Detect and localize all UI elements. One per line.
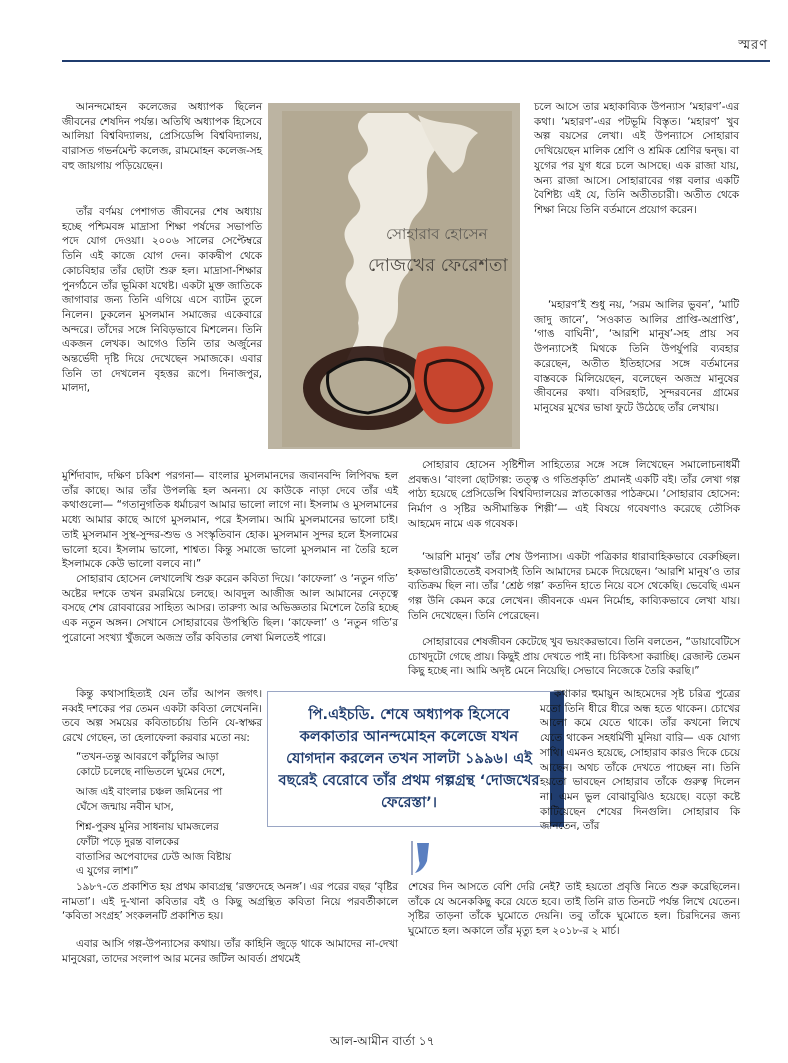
header-rule [62, 60, 770, 62]
poem-line: বাতাসির অপেবাদের ঢেউ আজ বিষ্টায় [76, 850, 232, 863]
poem-line: শিশ্ন-পুরুষ মুনির সাধনায় ঘামজলের [76, 821, 219, 834]
poem-block [76, 750, 266, 879]
right-wide-para-3: সোহারাবের শেষজীবন কেটেছে খুব ভয়ংকরভাবে। তিনি বলতেন, “ডায়াবেটিসে চোখদুটো গেছে প্রায়। কিছুই প্রায় দেখতে পাই না। চিকিৎসা করাচ্ছি। রেজাল্ট তেমন কিছু হচ্ছে না। আমি অদৃষ্ট মেনে নিয়েছি। সেভাবে নিজেকে তৈরি করছি।” [408, 636, 740, 678]
poem-line: ফোঁটা পড়ে দুরন্ত বালকের [76, 835, 180, 848]
mid-para-2: সোহারাব হোসেন লেখালেখি শুরু করেন কবিতা দিয়ে। ‘কাফেলা’ ও ‘নতুন গতি’ অষ্টের দশকে তখন রমরমিয়ে চলছে। আবদুল আজীজ আল আমানের নেতৃত্বে বসছে শেষ রোববারের সাহিত্য আসর। তারুণ্য আর অভিজ্ঞতার মিশেলে তৈরি হচ্ছে এক নতুন অঙ্গন। সেখানে সোহারাবের উপস্থিতি ছিল। ‘কাফেলা’ ও ‘নতুন গতি’র পুরোনো সংখ্যা খুঁজলে অজস্র তাঁর কবিতার লেখা মিলতেই পারে। [62, 573, 398, 644]
left-low-para: কিন্তু কথাসাহিত্যই যেন তাঁর আপন জগৎ। নব্বই দশকের পর তেমন একটা কবিতা লেখেননি। তবে অল্প সময়ের কবিতাচর্চায় তিনি যে-স্বাক্ষর রেখে গেছেন, তা হেলাফেলা করবার মতো নয়: [62, 688, 262, 745]
pull-quote: পি.এইচডি. শেষে অধ্যাপক হিসেবে কলকাতার আনন্দমোহন কলেজে যখন যোগদান করলেন তখন সালটা ১৯৯৬। এই বছরেই বেরোবে তাঁর প্রথম গল্পগ্রন্থ ‘দোজখের ফেরেস্তা’। [267, 691, 564, 827]
left-para-2: তাঁর বর্ণময় পেশাগত জীবনের শেষ অধ্যায় হচ্ছে পশ্চিমবঙ্গ মাদ্রাসা শিক্ষা পর্ষদের সভাপতি পদে যোগ দেওয়া। ২০০৬ সালের সেপ্টেম্বরে তিনি এই কাজে যোগ দেন। কাকদ্বীপ থেকে কোচবিহার তাঁর ছোটা শুরু হল। মাদ্রাসা-শিক্ষার পুনর্গঠনে তাঁর ভূমিকা যথেষ্ট। একটা মুক্ত জাতিকে জাগাবার জন্য তিনি এগিয়ে এসে ব্যাটন তুলে নিলেন। ঢুকলেন মুসলমান সমাজের একেবারে অন্দরে। তাঁদের সঙ্গে নিবিড়ভাবে মিশলেন। তিনি একজন লেখক। আগেও তিনি তার অর্জুনের অন্তর্ভেদী দৃষ্টি দিয়ে দেখেছেন সমাজকে। এবার তিনি তা দেখলেন বৃহত্তর রূপে। দিনাজপুর, মালদা, [62, 206, 262, 395]
poem-line: “তখন-তন্তু আবরণে কাঁচুলির আড়া [76, 751, 219, 763]
right-para-1: চলে আসে তার মহাকাব্যিক উপন্যাস ‘মহারণ’-এর কথা। ‘মহারণ’-এর পটভূমি বিস্তৃত। ‘মহারণ’ খুব অল্প বয়সের লেখা। এই উপন্যাসে সোহারাব দেখিয়েছেন মালিক শ্রেণি ও শ্রমিক শ্রেণির দ্বন্দ্ব। বা যুগের পর যুগ ধরে চলে আসছে। এক রাজা যায়, অন্য রাজা আসে। সোহারাবের গল্প বলার একটি বৈশিষ্ট্য এই যে, তিনি অতীতচারী। অতীত থেকে শিক্ষা নিয়ে তিনি বর্তমানে প্রয়োগ করেন। [534, 101, 739, 216]
poem-line: ঘেঁসে জন্মায় নবীন ঘাস, [76, 800, 174, 813]
poem-line: কোটে চলেছে নাভিতলে ঘুমের দেশে, [76, 765, 226, 778]
mid-para-1: মুর্শিদাবাদ, দক্ষিণ চব্বিশ পরগনা— বাংলার মুসলমানদের জবানবন্দি লিপিবদ্ধ হল তাঁর কাছে। আর তাঁর উপলব্ধি হল অনন্য। যে কাউকে নাড়া দেবে তাঁর এই কথাগুলো— “গতানুগতিক ধর্মাচরণ আমার ভালো লাগে না। ইসলাম ও মুসলমানের মধ্যে আমার কাছে আগে মুসলমান, পরে ইসলাম। আমি মুসলমানের ভালো চাই। তাই মুসলমান সুস্থ-সুন্দর-শুভ ও সংস্কৃতিবান হোক। মুসলমান সুন্দর হলে ইসলামের ভালো হবে। ইসলাম ভালো, শাশ্বত। কিন্তু সমাজে ভালো মুসলমান না তৈরি হলে ইসলামকে কেউ ভালো বলবে না।” [62, 470, 398, 571]
book-cover-image [268, 103, 520, 449]
book-author: সোহারাব হোসেন [386, 225, 488, 243]
poem-line: এ যুগের লাশ।” [76, 865, 139, 878]
bottom-left-para-1: ১৯৮৭-তে প্রকাশিত হয় প্রথম কাব্যগ্রন্থ ‘রক্তদেহে অনঙ্গ’। এর পরের বছর ‘বৃষ্টির নামতা’। এই দু-খানা কবিতার বই ও কিছু অগ্রন্থিত কবিতা নিয়ে পরবর্তীকালে ‘কবিতা সংগ্রহ’ সংকলনটি প্রকাশিত হয়। [62, 881, 398, 923]
pull-quote-tab [411, 841, 433, 875]
right-wide-para-2: ‘আরশি মানুষ’ তাঁর শেষ উপন্যাস। একটা পত্রিকার ধারাবাহিকভাবে বেরুচ্ছিল। হকভাণ্ডারীতেতেই বসবাসই তিনি আমাদের চমকে দিয়েছেন। ‘আরশি মানুষ’ও তার ব্যতিক্রম ছিল না। তাঁর ‘শ্রেষ্ঠ গল্প’ কতদিন হাতে নিয়ে বসে থেকেছি। ভেবেছি এমন গল্প উনি কেমন করে লেখেন। জীবনকে এমন নির্মোহ, কাব্যিকভাবে লেখা যায়। তিনি দেখেছেন। তিনি পেরেছেন। [408, 551, 740, 622]
page-footer: আল-আমীন বার্তা ১৭ [330, 1034, 435, 1048]
poem-line: আজ এই বাংলার চঞ্চল জমিনের পা [76, 786, 223, 799]
bottom-left-para-2: এবার আসি গল্প-উপন্যাসের কথায়। তাঁর কাহিনি জুড়ে থাকে আমাদের না-দেখা মানুষেরা, তাদের সংলাপ আর মনের জটিল আবর্ত। প্রথমেই [62, 938, 398, 965]
right-low-para: কথাকার হুমায়ুন আহমেদের সৃষ্ট চরিত্র পুত্রের মতো তিনি ধীরে ধীরে অন্ধ হতে থাকেন। চোখের আলো কমে যেতে থাকে। তাঁর কখনো লিখে যেতে থাকেন সহধর্মিণী মুনিয়া বারি— এক যোগ্য সাথি। এমনও হয়েছে, সোহারাব কারও দিকে চেয়ে আছেন। অথচ তাঁকে দেখতে পাচ্ছেন না। তিনি হয়তো ভাবছেন সোহারাব তাঁকে গুরুত্ব দিলেন না। এমন ভুল বোঝাবুঝিও হয়েছে। বড়ো কষ্টে কাটিয়েছেন শেষের দিনগুলি। সোহারাব কি জানতেন, তাঁর [540, 688, 740, 833]
book-title: দোজখের ফেরেশতা [368, 255, 508, 276]
right-wide-para-1: সোহারাব হোসেন সৃষ্টিশীল সাহিত্যের সঙ্গে সঙ্গে লিখেছেন সমালোচনাধর্মী প্রবন্ধও। ‘বাংলা ছোটগল্প: তত্ত্ব ও গতিপ্রকৃতি’ প্রমানই একটি বই। তাঁর লেখা গল্প পাঠ্য হয়েছে প্রেসিডেন্সি বিশ্ববিদ্যালয়ের স্নাতকোত্তর পাঠক্রমে। ‘সোহারাব হোসেন: নির্মাণ ও সৃষ্টির অসীমান্তিক শিল্পী’— এই বিষয়ে গবেষণাও করেছে তৌসিক আহমেদ নামে এক গবেষক। [408, 459, 740, 530]
bottom-right-para: শেষের দিন আসতে বেশি দেরি নেই? তাই হয়তো প্রবৃত্তি নিতে শুরু করেছিলেন। তাঁকে যে অনেককিছু করে যেতে হবে। তাই তিনি রাত তিনটে পর্যন্ত লিখে যেতেন। সৃষ্টির তাড়না তাঁকে ঘুমোতে দেয়নি। তবু তাঁকে ঘুমোতে হল। চিরদিনের জন্য ঘুমোতে হল। অকালে তাঁর মৃত্যু হল ২০১৮-র ২ মার্চ। [408, 881, 740, 938]
section-label: স্মরণ [738, 38, 768, 53]
left-para-1: আনন্দমোহন কলেজের অধ্যাপক ছিলেন জীবনের শেষদিন পর্যন্ত। অতিথি অধ্যাপক হিসেবে আলিয়া বিশ্ববিদ্যালয়, প্রেসিডেন্সি বিশ্ববিদ্যালয়, বারাসত গভর্নমেন্ট কলেজ, রামমোহন কলেজ-সহ বহু জায়গায় পড়িয়েছেন। [62, 101, 262, 172]
right-para-2: ‘মহারণ’ই শুধু নয়, ‘সরম আলির ভুবন’, ‘মাটি জাদু জানে’, ‘সওকাত আলির প্রাপ্তি-অপ্রাপ্তি’, ‘গাঙ বাঘিনী’, ‘আরশি মানুষ’-সহ প্রায় সব উপন্যাসেই মিথকে তিনি উপর্যুপরি ব্যবহার করেছেন, অতীত ইতিহাসের সঙ্গে বর্তমানের বাস্তবকে মিলিয়েছেন, বলেছেন অজস্র মানুষের জীবনের কথা। বসিরহাট, সুন্দরবনের গ্রামের মানুষের মুখের ভাষা ফুটে উঠেছে তাঁর লেখায়। [534, 299, 739, 414]
